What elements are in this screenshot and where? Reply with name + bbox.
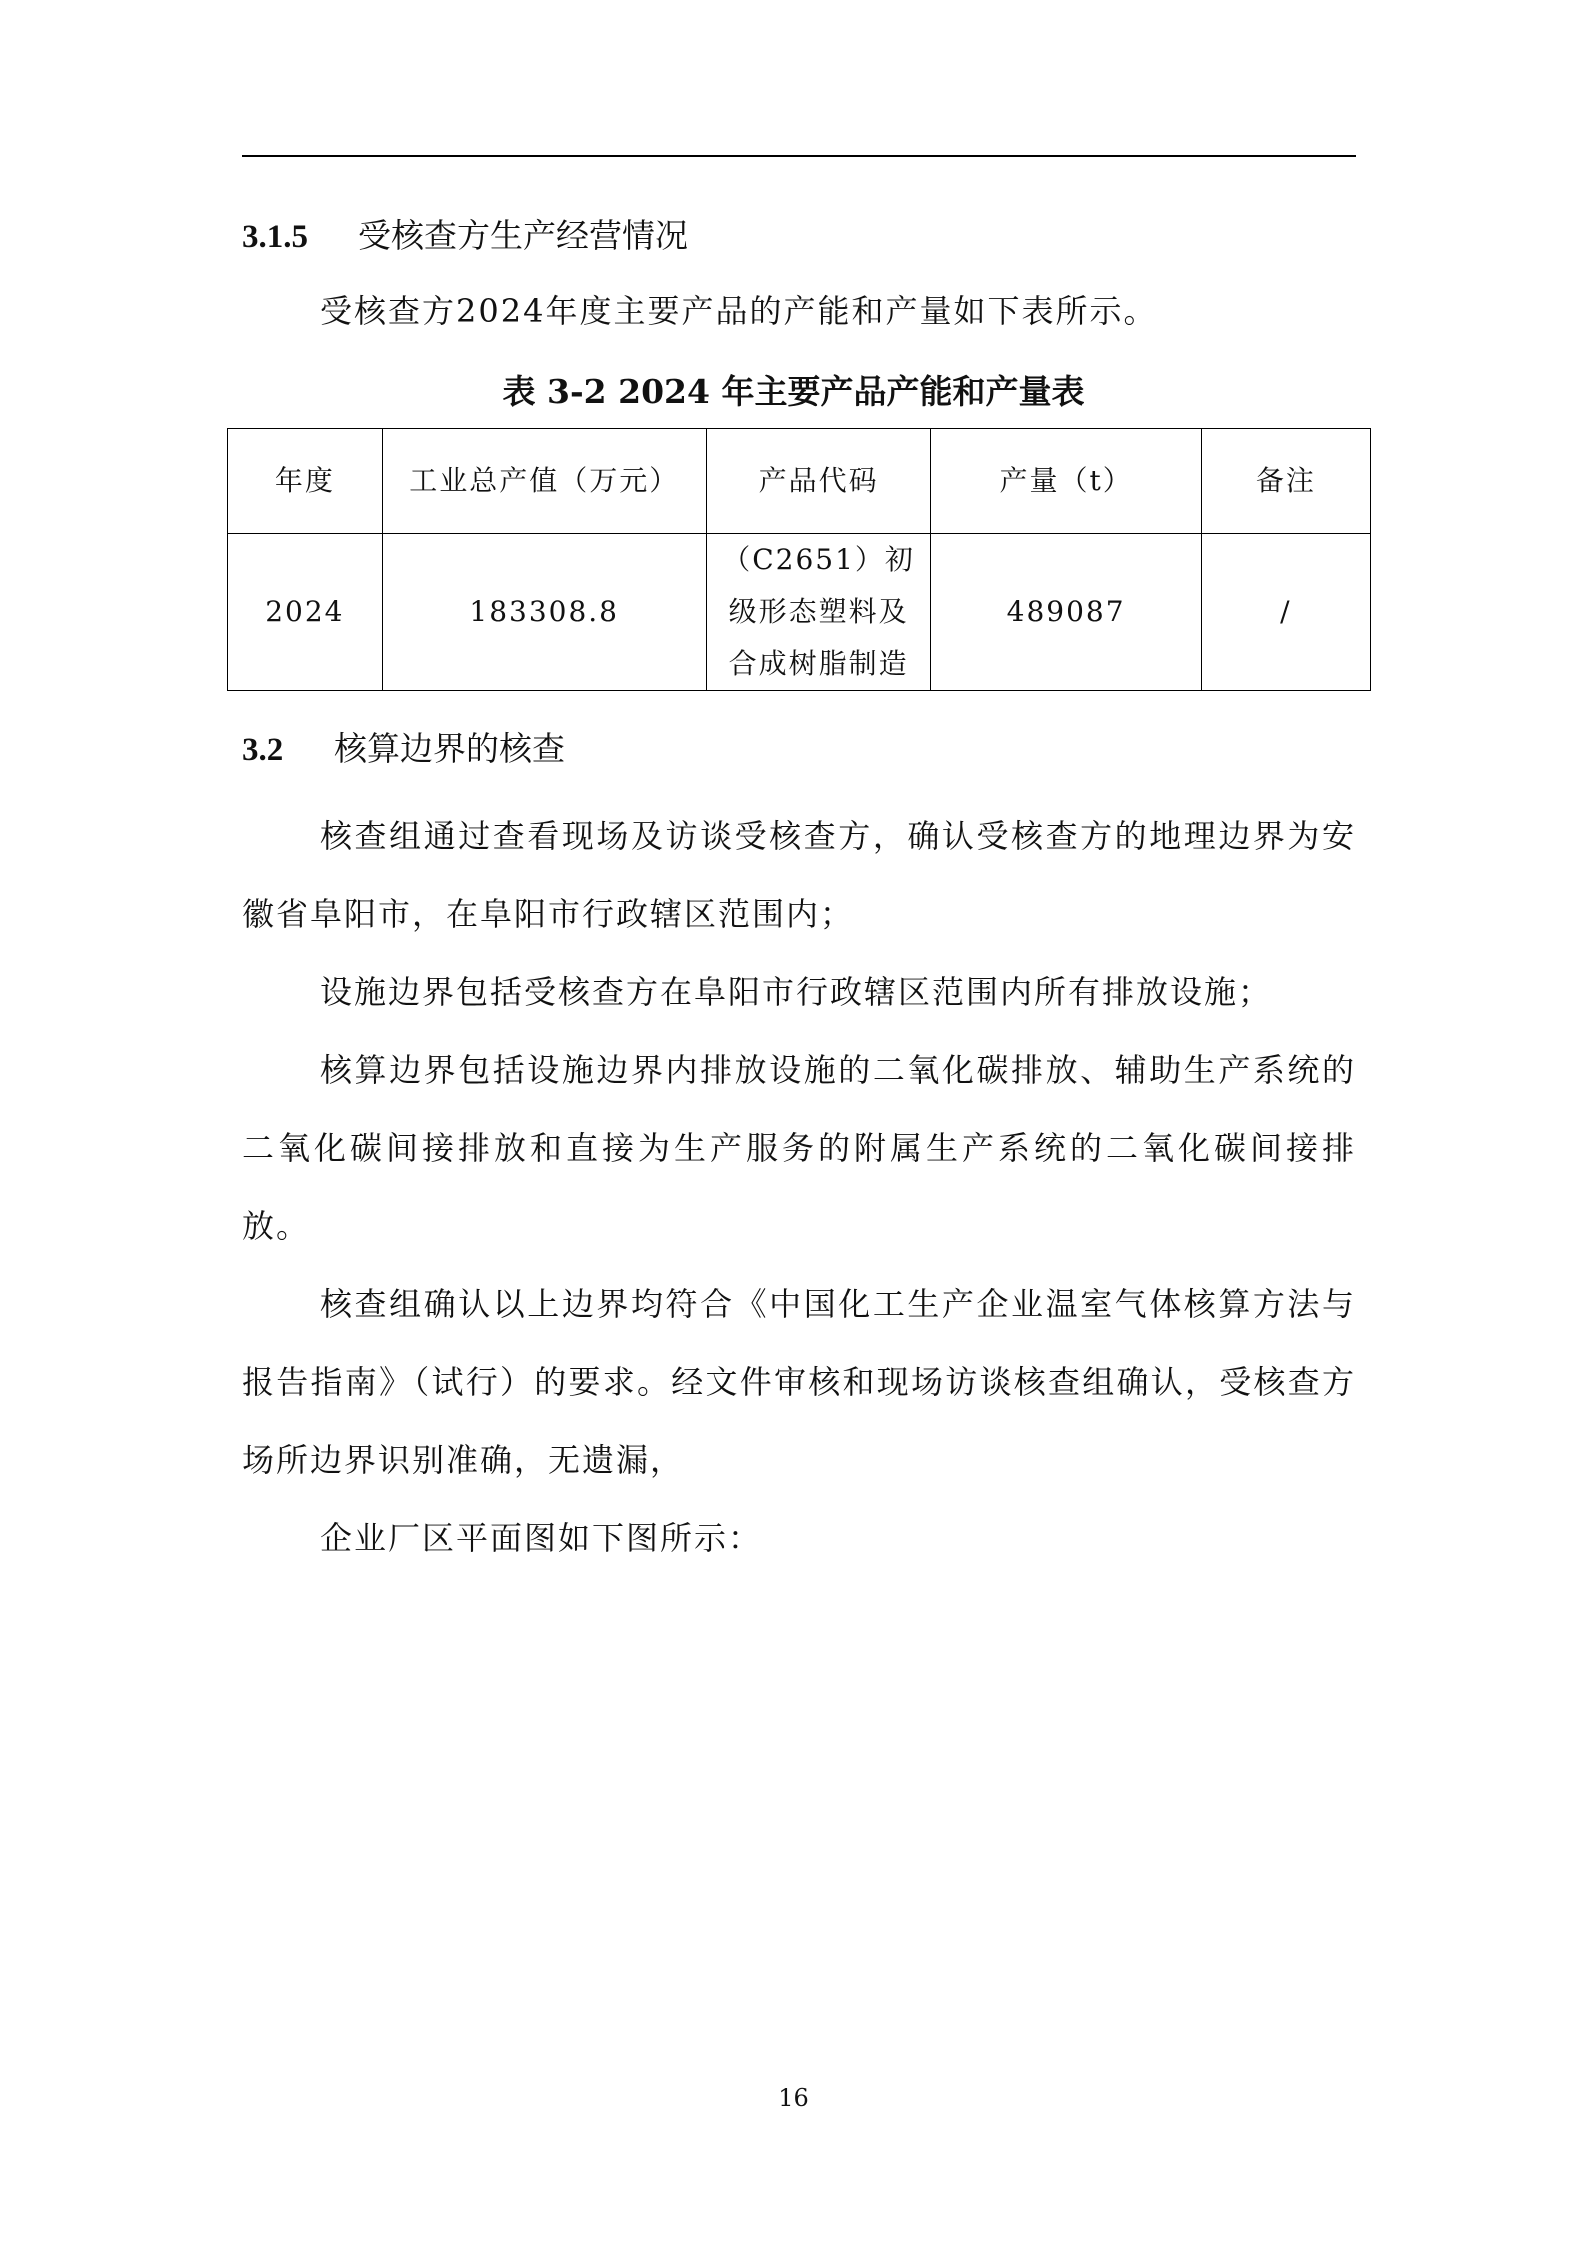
cell-output: 489087 xyxy=(931,534,1201,691)
table-caption: 表 3-2 2024 年主要产品产能和产量表 xyxy=(502,372,1085,411)
paragraph-site-plan-intro: 企业厂区平面图如下图所示： xyxy=(320,1519,763,1557)
cell-product-code: （C2651）初级形态塑料及合成树脂制造 xyxy=(706,534,931,691)
header-product-code: 产品代码 xyxy=(706,429,931,534)
section-number: 3.1.5 xyxy=(242,219,308,255)
paragraph-geographic-boundary: 核查组通过查看现场及访谈受核查方，确认受核查方的地理边界为安徽省阜阳市，在阜阳市行政辖区范围内； xyxy=(242,817,1356,933)
table-row xyxy=(228,534,1371,691)
section-number: 3.2 xyxy=(242,732,284,768)
section-heading-3-2 xyxy=(242,723,565,770)
paragraph-accounting-boundary: 核算边界包括设施边界内排放设施的二氧化碳排放、辅助生产系统的二氧化碳间接排放和直接为生产服务的附属生产系统的二氧化碳间接排放。 xyxy=(242,1051,1356,1245)
section-title: 受核查方生产经营情况 xyxy=(358,216,688,255)
page-number: 16 xyxy=(778,2084,809,2112)
header-year: 年度 xyxy=(228,429,383,534)
header-rule xyxy=(242,155,1356,157)
cell-value: 183308.8 xyxy=(382,534,706,691)
section-title: 核算边界的核查 xyxy=(334,729,565,768)
paragraph-facility-boundary: 设施边界包括受核查方在阜阳市行政辖区范围内所有排放设施； xyxy=(320,973,1273,1011)
cell-note: / xyxy=(1201,534,1370,691)
cell-year: 2024 xyxy=(228,534,383,691)
header-output: 产量（t） xyxy=(931,429,1201,534)
section-heading-3-1-5 xyxy=(242,210,688,257)
table-header-row xyxy=(228,429,1371,534)
header-gross-output-value: 工业总产值（万元） xyxy=(382,429,706,534)
intro-paragraph: 受核查方2024年度主要产品的产能和产量如下表所示。 xyxy=(320,292,1158,330)
production-table xyxy=(227,428,1371,691)
header-remarks: 备注 xyxy=(1201,429,1370,534)
paragraph-boundary-confirmation: 核查组确认以上边界均符合《中国化工生产企业温室气体核算方法与报告指南》（试行）的要求。经文件审核和现场访谈核查组确认，受核查方场所边界识别准确，无遗漏， xyxy=(242,1285,1356,1479)
